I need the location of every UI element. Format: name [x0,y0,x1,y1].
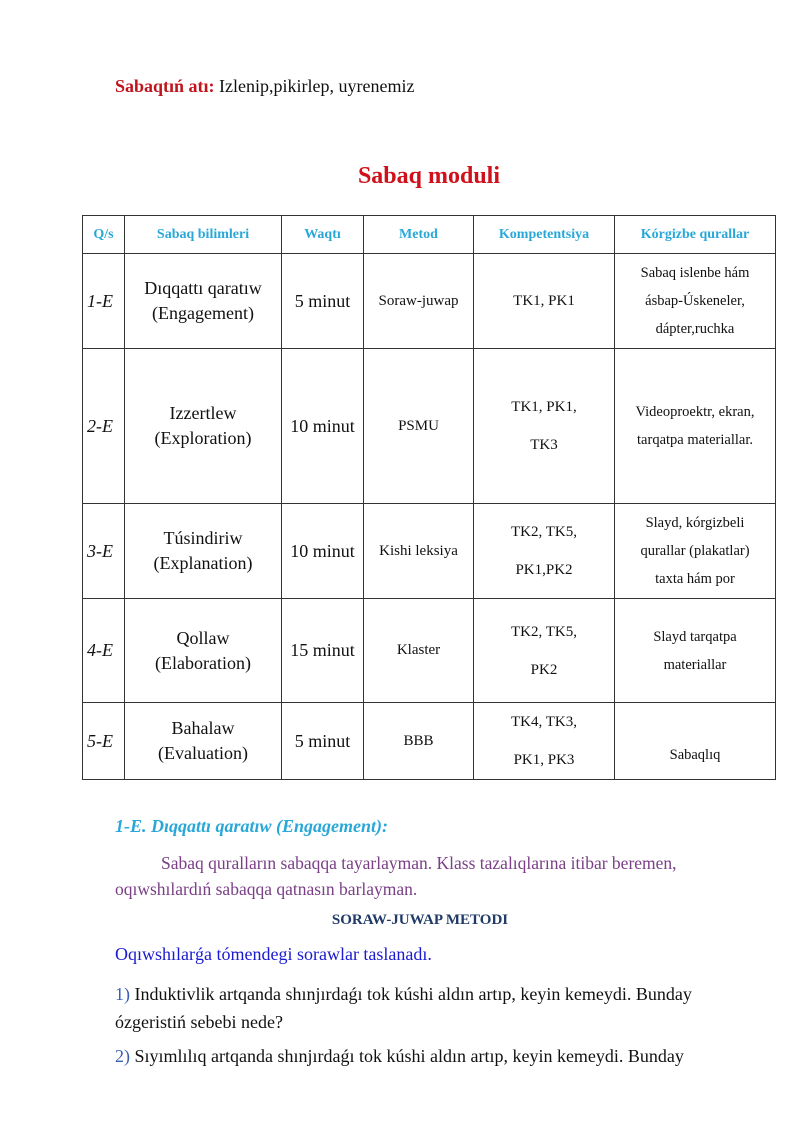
table-row [83,599,776,703]
stage-name: Dıqqattı qaratıw (Engagement) [125,254,282,349]
stage-name: Bahalaw (Evaluation) [125,703,282,780]
stage-number: 5-E [83,703,125,780]
header-cell: Q/s [83,216,125,254]
table-row [83,349,776,504]
question-text: Sıyımlılıq artqanda shınjırdaǵı tok kúshi aldın artıp, keyin kemeydi. Bunday [134,1046,684,1066]
header-cell: Waqtı [282,216,364,254]
stage-name: Qollaw (Elaboration) [125,599,282,703]
stage-tools: Sabaq islenbe hám ásbap-Úskeneler, dápter,ruchka [615,254,776,349]
stage-method: Klaster [364,599,474,703]
stage-time: 15 minut [282,599,364,703]
lesson-module-table [82,215,776,780]
stage-competency: TK4, TK3, PK1, PK3 [474,703,615,780]
table-row [83,504,776,599]
stage-tools: Sabaqlıq [615,703,776,780]
stage-number: 3-E [83,504,125,599]
question-text: Induktivlik artqanda shınjırdaǵı tok kúshi aldın artıp, keyin kemeydi. Bunday ózgeristiń sebebi nede? [115,984,692,1032]
table-header-row [83,216,776,254]
stage-method: Kishi leksiya [364,504,474,599]
stage-competency: TK1, PK1, TK3 [474,349,615,504]
stage-competency: TK2, TK5, PK1,PK2 [474,504,615,599]
list-item [115,1042,735,1070]
header-cell: Metod [364,216,474,254]
header-cell: Kórgizbe qurallar [615,216,776,254]
question-number: 1) [115,984,130,1004]
table-row [83,703,776,780]
stage-time: 5 minut [282,703,364,780]
question-number: 2) [115,1046,130,1066]
stage-method: PSMU [364,349,474,504]
stage-tools: Slayd tarqatpa materiallar [615,599,776,703]
topic-value: Izlenip,pikirlep, uyrenemiz [219,76,415,96]
method-heading: SORAW-JUWAP METODI [331,912,509,928]
stage-number: 4-E [83,599,125,703]
stage-method: Soraw-juwap [364,254,474,349]
section-heading: 1-E. Dıqqattı qaratıw (Engagement): [115,816,389,836]
stage-competency: TK1, PK1 [474,254,615,349]
intro-paragraph: Sabaq quralların sabaqqa tayarlayman. Klass tazalıqlarına itibar beremen, oqıwshılardıń sabaqqa qatnasın barlayman. [115,853,677,899]
stage-time: 10 minut [282,504,364,599]
stage-time: 5 minut [282,254,364,349]
stage-competency: TK2, TK5, PK2 [474,599,615,703]
stage-number: 2-E [83,349,125,504]
lesson-topic [115,76,414,97]
stage-time: 10 minut [282,349,364,504]
questions-intro: Oqıwshılarǵa tómendegi sorawlar taslanadı. [115,944,432,964]
header-cell: Sabaq bilimleri [125,216,282,254]
stage-name: Izzertlew (Exploration) [125,349,282,504]
stage-tools: Slayd, kórgizbeli qurallar (plakatlar) taxta hám por [615,504,776,599]
table-row [83,254,776,349]
topic-label: Sabaqtıń atı: [115,76,215,96]
stage-number: 1-E [83,254,125,349]
header-cell: Kompetentsiya [474,216,615,254]
stage-tools: Videoproektr, ekran, tarqatpa materiallar. [615,349,776,504]
stage-name: Túsindiriw (Explanation) [125,504,282,599]
module-title: Sabaq moduli [357,163,501,189]
list-item [115,980,735,1036]
stage-method: BBB [364,703,474,780]
